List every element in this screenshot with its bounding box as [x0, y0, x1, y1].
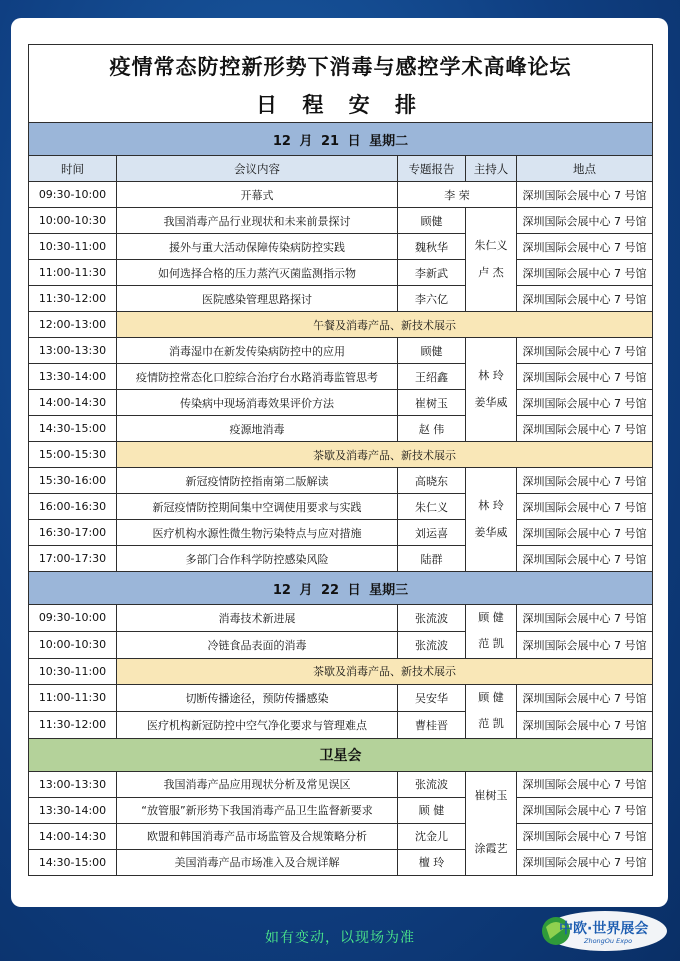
page-title: 疫情常态防控新形势下消毒与感控学术高峰论坛 — [29, 45, 653, 87]
table-row — [29, 546, 653, 572]
time-cell: 13:30-14:00 — [29, 797, 117, 823]
speaker-cell: 顾 健 — [398, 797, 466, 823]
col-header-content: 会议内容 — [117, 156, 398, 182]
venue-cell: 深圳国际会展中心 7 号馆 — [517, 208, 653, 234]
break-cell: 茶歇及消毒产品、新技术展示 — [117, 658, 653, 684]
col-header-host: 主持人 — [466, 156, 517, 182]
table-row — [29, 123, 653, 156]
time-cell: 09:30-10:00 — [29, 605, 117, 632]
time-cell: 10:30-11:00 — [29, 658, 117, 684]
time-cell: 14:00-14:30 — [29, 390, 117, 416]
speaker-cell: 高晓东 — [398, 468, 466, 494]
content-cell: 多部门合作科学防控感染风险 — [117, 546, 398, 572]
content-cell: 疫情防控常态化口腔综合治疗台水路消毒监管思考 — [117, 364, 398, 390]
table-row — [29, 312, 653, 338]
speaker-cell: 吴安华 — [398, 684, 466, 711]
content-cell: 医院感染管理思路探讨 — [117, 286, 398, 312]
content-cell: 欧盟和韩国消毒产品市场监管及合规策略分析 — [117, 823, 398, 849]
venue-cell: 深圳国际会展中心 7 号馆 — [517, 364, 653, 390]
time-cell: 10:30-11:00 — [29, 234, 117, 260]
table-row — [29, 494, 653, 520]
table-row — [29, 797, 653, 823]
table-row — [29, 338, 653, 364]
venue-cell: 深圳国际会展中心 7 号馆 — [517, 260, 653, 286]
table-row — [29, 631, 653, 658]
venue-cell: 深圳国际会展中心 7 号馆 — [517, 234, 653, 260]
speaker-cell: 王绍鑫 — [398, 364, 466, 390]
time-cell: 10:00-10:30 — [29, 208, 117, 234]
time-cell: 11:30-12:00 — [29, 711, 117, 738]
table-row — [29, 208, 653, 234]
day-header: 12 月 21 日 星期二 — [29, 123, 653, 156]
host-cell: 顾 健 范 凯 — [466, 605, 517, 659]
table-row — [29, 442, 653, 468]
time-cell: 16:00-16:30 — [29, 494, 117, 520]
table-row — [29, 416, 653, 442]
content-cell: 美国消毒产品市场准入及合规详解 — [117, 849, 398, 875]
venue-cell: 深圳国际会展中心 7 号馆 — [517, 416, 653, 442]
time-cell: 13:00-13:30 — [29, 771, 117, 797]
satellite-header: 卫星会 — [29, 738, 653, 771]
venue-cell: 深圳国际会展中心 7 号馆 — [517, 494, 653, 520]
venue-cell: 深圳国际会展中心 7 号馆 — [517, 520, 653, 546]
table-row — [29, 738, 653, 771]
table-row — [29, 572, 653, 605]
speaker-cell: 赵 伟 — [398, 416, 466, 442]
venue-cell: 深圳国际会展中心 7 号馆 — [517, 771, 653, 797]
table-row — [29, 86, 653, 123]
table-row — [29, 711, 653, 738]
table-row — [29, 849, 653, 875]
time-cell: 15:30-16:00 — [29, 468, 117, 494]
speaker-cell: 张流波 — [398, 605, 466, 632]
day-header: 12 月 22 日 星期三 — [29, 572, 653, 605]
speaker-cell: 魏秋华 — [398, 234, 466, 260]
host-cell: 朱仁义 卢 杰 — [466, 208, 517, 312]
host-cell: 顾 健 范 凯 — [466, 684, 517, 738]
time-cell: 10:00-10:30 — [29, 631, 117, 658]
expo-logo — [540, 909, 670, 953]
table-row — [29, 520, 653, 546]
logo-subtext: ZhongOu Expo — [584, 937, 633, 945]
venue-cell: 深圳国际会展中心 7 号馆 — [517, 390, 653, 416]
host-cell: 崔树玉 涂霞艺 — [466, 771, 517, 875]
content-cell: 冷链食品表面的消毒 — [117, 631, 398, 658]
venue-cell: 深圳国际会展中心 7 号馆 — [517, 338, 653, 364]
content-cell: 传染病中现场消毒效果评价方法 — [117, 390, 398, 416]
content-cell: 援外与重大活动保障传染病防控实践 — [117, 234, 398, 260]
content-cell: 我国消毒产品应用现状分析及常见误区 — [117, 771, 398, 797]
time-cell: 14:00-14:30 — [29, 823, 117, 849]
venue-cell: 深圳国际会展中心 7 号馆 — [517, 711, 653, 738]
speaker-cell: 顾健 — [398, 338, 466, 364]
time-cell: 11:30-12:00 — [29, 286, 117, 312]
table-row — [29, 182, 653, 208]
table-row — [29, 390, 653, 416]
host-cell: 林 玲 姜华威 — [466, 468, 517, 572]
schedule-table — [28, 44, 653, 876]
col-header-venue: 地点 — [517, 156, 653, 182]
venue-cell: 深圳国际会展中心 7 号馆 — [517, 684, 653, 711]
table-row — [29, 468, 653, 494]
table-row — [29, 260, 653, 286]
break-cell: 茶歇及消毒产品、新技术展示 — [117, 442, 653, 468]
content-cell: 新冠疫情防控期间集中空调使用要求与实践 — [117, 494, 398, 520]
venue-cell: 深圳国际会展中心 7 号馆 — [517, 823, 653, 849]
venue-cell: 深圳国际会展中心 7 号馆 — [517, 468, 653, 494]
page-subtitle: 日 程 安 排 — [29, 86, 653, 123]
break-cell: 午餐及消毒产品、新技术展示 — [117, 312, 653, 338]
change-notice: 如有变动，以现场为准 — [265, 930, 415, 946]
speaker-cell: 李六亿 — [398, 286, 466, 312]
speaker-cell: 崔树玉 — [398, 390, 466, 416]
table-row — [29, 234, 653, 260]
table-row — [29, 605, 653, 632]
table-row — [29, 156, 653, 182]
time-cell: 17:00-17:30 — [29, 546, 117, 572]
speaker-cell: 曹桂晋 — [398, 711, 466, 738]
speaker-cell: 顾健 — [398, 208, 466, 234]
table-row — [29, 364, 653, 390]
time-cell: 11:00-11:30 — [29, 684, 117, 711]
venue-cell: 深圳国际会展中心 7 号馆 — [517, 605, 653, 632]
speaker-cell: 朱仁义 — [398, 494, 466, 520]
content-cell: 医疗机构水源性微生物污染特点与应对措施 — [117, 520, 398, 546]
content-cell: 医疗机构新冠防控中空气净化要求与管理难点 — [117, 711, 398, 738]
speaker-cell: 沈金儿 — [398, 823, 466, 849]
logo-text: 中欧·世界展会 — [559, 921, 649, 937]
speaker-cell: 檀 玲 — [398, 849, 466, 875]
venue-cell: 深圳国际会展中心 7 号馆 — [517, 286, 653, 312]
time-cell: 09:30-10:00 — [29, 182, 117, 208]
content-cell: 消毒湿巾在新发传染病防控中的应用 — [117, 338, 398, 364]
speaker-cell: 张流波 — [398, 771, 466, 797]
content-cell: 疫源地消毒 — [117, 416, 398, 442]
content-cell: “放管服”新形势下我国消毒产品卫生监督新要求 — [117, 797, 398, 823]
speaker-cell: 李 荣 — [398, 182, 517, 208]
table-row — [29, 823, 653, 849]
time-cell: 15:00-15:30 — [29, 442, 117, 468]
content-cell: 如何选择合格的压力蒸汽灭菌监测指示物 — [117, 260, 398, 286]
venue-cell: 深圳国际会展中心 7 号馆 — [517, 797, 653, 823]
speaker-cell: 陆群 — [398, 546, 466, 572]
speaker-cell: 刘运喜 — [398, 520, 466, 546]
content-cell: 开幕式 — [117, 182, 398, 208]
table-row — [29, 684, 653, 711]
venue-cell: 深圳国际会展中心 7 号馆 — [517, 182, 653, 208]
time-cell: 14:30-15:00 — [29, 849, 117, 875]
col-header-time: 时间 — [29, 156, 117, 182]
time-cell: 16:30-17:00 — [29, 520, 117, 546]
content-cell: 新冠疫情防控指南第二版解读 — [117, 468, 398, 494]
venue-cell: 深圳国际会展中心 7 号馆 — [517, 631, 653, 658]
venue-cell: 深圳国际会展中心 7 号馆 — [517, 546, 653, 572]
time-cell: 13:30-14:00 — [29, 364, 117, 390]
table-row — [29, 45, 653, 87]
time-cell: 14:30-15:00 — [29, 416, 117, 442]
time-cell: 11:00-11:30 — [29, 260, 117, 286]
col-header-speaker: 专题报告 — [398, 156, 466, 182]
table-row — [29, 658, 653, 684]
speaker-cell: 李新武 — [398, 260, 466, 286]
table-row — [29, 771, 653, 797]
table-row — [29, 286, 653, 312]
host-cell: 林 玲 姜华威 — [466, 338, 517, 442]
speaker-cell: 张流波 — [398, 631, 466, 658]
content-cell: 消毒技术新进展 — [117, 605, 398, 632]
time-cell: 13:00-13:30 — [29, 338, 117, 364]
content-cell: 我国消毒产品行业现状和未来前景探讨 — [117, 208, 398, 234]
content-cell: 切断传播途径，预防传播感染 — [117, 684, 398, 711]
time-cell: 12:00-13:00 — [29, 312, 117, 338]
venue-cell: 深圳国际会展中心 7 号馆 — [517, 849, 653, 875]
